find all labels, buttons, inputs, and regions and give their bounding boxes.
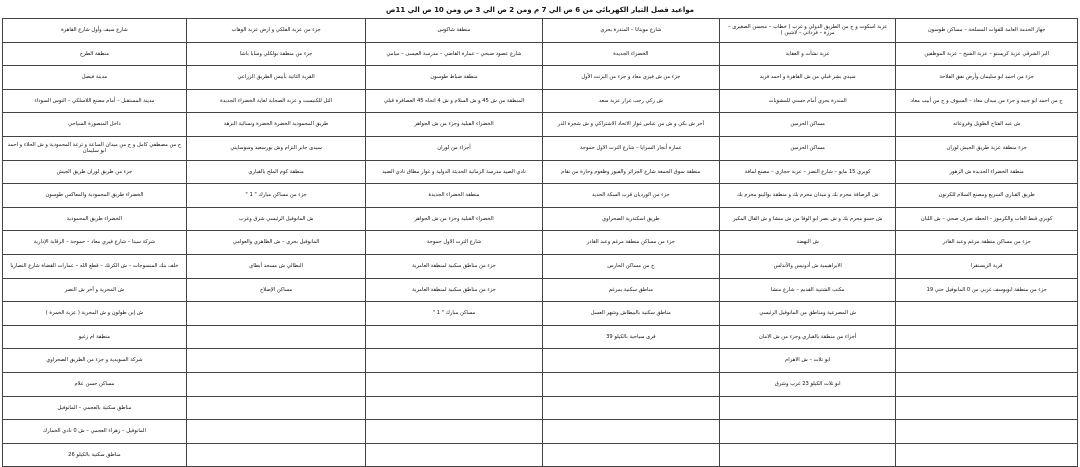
table-cell: سيدي بشر قبلي من ش القاهرة و احمد فريد xyxy=(720,66,896,90)
table-row xyxy=(3,136,1078,160)
table-cell: مناطق سكنية بمرغم xyxy=(542,278,719,302)
table-cell: التل للكنيست و عزبة الصحابة لغاية الخضراء الجديدة xyxy=(186,89,366,113)
table-cell: الخضراء طريق المحمودية والمعاكس طوسون xyxy=(3,184,187,208)
table-cell xyxy=(720,396,896,420)
table-cell: جزء من ش فيري معاد و جزء من البرنت الأول xyxy=(542,66,719,90)
table-cell: طريق المحمودية الخضرة الخضرة ونسائية النزهة xyxy=(186,113,366,137)
table-cell: آخر ش بكي و ش من عباس غوار الاتحاد الاشتراكي و ش شجرة الدر xyxy=(542,113,719,137)
table-cell: سيدى جابر النزام وش بورسعيد وسوسايتي xyxy=(186,136,366,160)
table-cell: المنطقة من ش 45 و ش السلام و ش 4 اتجاه 45 العصافرة قبلي xyxy=(366,89,542,113)
table-cell xyxy=(366,372,542,396)
table-cell: جزء من عزبة الفلكي و ارض عزبة الوهاب xyxy=(186,19,366,43)
table-cell xyxy=(366,325,542,349)
table-cell: شركة سيتا – شارع فيري معاد – حموجة – الرقابة الإدارية xyxy=(3,231,187,255)
table-cell xyxy=(896,420,1078,444)
table-row xyxy=(3,160,1078,184)
table-cell: ج من مصطفي كامل و ج من ميدان الساعة و ترعة المحمودية و ش الحلاء و احمد ابو سليمان xyxy=(3,136,187,160)
table-cell: مدينة فيصل xyxy=(3,66,187,90)
table-cell: جهاز الخدمة العامة للقوات المسلحة – مساكن طوسون xyxy=(896,19,1078,43)
table-cell xyxy=(896,396,1078,420)
table-cell: منطقة الطرح xyxy=(3,42,187,66)
table-cell: شارع سيف وأول شارع القاهرة xyxy=(3,19,187,43)
table-cell: شارع الترت الاول حموجة xyxy=(366,231,542,255)
table-cell: القرية الثانية بأبيس الطريق الزراعي xyxy=(186,66,366,90)
table-cell: جزء من طريق لوران طريق الجيش xyxy=(3,160,187,184)
table-cell: جزء منطقة عزبة طريق الجيش لوران xyxy=(896,136,1078,160)
table-cell: عمارة أنجار السرايا – شارع الترت الاول حموجة xyxy=(542,136,719,160)
table-cell: عزبة اسكوت و ج من الطريق الدولي و غرب ( خطاب – محسن الصغيرى – مرزة – فرداني – لاشين ) xyxy=(720,19,896,43)
table-cell: منطقة ضباط طوسون xyxy=(366,66,542,90)
table-cell xyxy=(542,420,719,444)
page-title: مواعيد فصل التيار الكهربائي من 6 ص الي 7 م ومن 2 ص الي 3 ص ومن 10 ص الي 11ص xyxy=(386,6,694,14)
table-cell xyxy=(186,325,366,349)
table-cell: جزء من مساكن منطقة مرغم وعبد القادر xyxy=(896,231,1078,255)
table-cell xyxy=(896,372,1078,396)
table-cell: عزبة نشأت و العقاية xyxy=(720,42,896,66)
table-row xyxy=(3,302,1078,326)
table-cell: ش الرصافة محرم بك و ميدان محرم بك و منطقة بوالينو محرم بك xyxy=(720,184,896,208)
table-cell: ش حسو محرم بك و ش نصر ابو الوفا من ش منشا و ش القال المكير xyxy=(720,207,896,231)
table-cell: طريق القباري السريع ومصنع السلام للكرتون xyxy=(896,184,1078,208)
table-row xyxy=(3,42,1078,66)
table-row xyxy=(3,254,1078,278)
table-cell: قرية الريسنقرا xyxy=(896,254,1078,278)
table-row xyxy=(3,372,1078,396)
table-row xyxy=(3,420,1078,444)
table-cell: مساكن مبارك " 1 " xyxy=(366,302,542,326)
table-cell: جزء من مساكن مبارك " 1 " xyxy=(186,184,366,208)
table-cell xyxy=(366,420,542,444)
table-cell xyxy=(720,420,896,444)
table-cell: الخضراء طريق المحمودية xyxy=(3,207,187,231)
table-cell: ش النهضة xyxy=(720,231,896,255)
table-cell: منطقة ام زغيو xyxy=(3,325,187,349)
table-cell: ش المصرعية ومناطق من المانوفيل الرئيسي xyxy=(720,302,896,326)
table-cell: ابو تلات – ش الاهرام xyxy=(720,349,896,373)
table-cell xyxy=(896,325,1078,349)
table-cell: مناطق سكنية بالعجمي – المانوفيل xyxy=(3,396,187,420)
table-row xyxy=(3,113,1078,137)
table-row xyxy=(3,325,1078,349)
table-cell: منطقة شاكوس xyxy=(366,19,542,43)
table-cell: ش زكي رجب غرار عزبة سعد xyxy=(542,89,719,113)
table-cell xyxy=(186,443,366,467)
table-cell: مناطق سكنية بالكيلو 26 xyxy=(3,443,187,467)
table-cell: المانوفيل بحري – ش الظاهري والعوامي xyxy=(186,231,366,255)
table-cell: شارع مويناتا – المندرة بحري xyxy=(542,19,719,43)
table-cell: كوبري قبط العاب والكرموز – الحطة صرف صحي – ش اللبان xyxy=(896,207,1078,231)
table-cell: أجزاء من لوران xyxy=(366,136,542,160)
table-cell: الابراهيمية ش أدونيس والأندلس xyxy=(720,254,896,278)
table-cell xyxy=(896,349,1078,373)
table-cell: منطقة كوم الملح بالقباري xyxy=(186,160,366,184)
table-cell: الخضراء القبلية وجزء من ش الجواهر xyxy=(366,207,542,231)
table-cell: نادي الصيد مدرسة الزمانية الحديثة الدولية و غوار مطاق نادي الصيد xyxy=(366,160,542,184)
table-cell: شارع عصود صبحي – عمارة القاضي – مدرسة العيسى – ميامي xyxy=(366,42,542,66)
table-cell: جزء من منطقة بولكلي وسابا باشا xyxy=(186,42,366,66)
schedule-table xyxy=(2,18,1078,467)
table-cell: أجزاء من منطقة بالقباري وجزء من ش الامان xyxy=(720,325,896,349)
table-cell: مساكن حسن علام xyxy=(3,372,187,396)
table-cell: البطالي ش مسجد أبطاي xyxy=(186,254,366,278)
table-cell: المانوفيل – زهراء العجمي – ش 0 نادي الخمارك xyxy=(3,420,187,444)
table-cell: شركة السويدية و جزء من الطريق الصحراوي xyxy=(3,349,187,373)
table-cell xyxy=(542,396,719,420)
schedule-body xyxy=(3,19,1078,467)
table-cell: جزء من مساكن منطقة مرغم وعبد القادر xyxy=(542,231,719,255)
table-cell: خلف بنك المنسوجات – ش الكرنك – قطع الله – عمارات القضاة شارع النصاريا xyxy=(3,254,187,278)
table-cell xyxy=(542,443,719,467)
table-cell: ج من مساكن الحارس xyxy=(542,254,719,278)
table-cell: مكتب الشتبية القديم – شارع منشا xyxy=(720,278,896,302)
table-row xyxy=(3,207,1078,231)
table-cell xyxy=(896,443,1078,467)
table-cell: منطقة الخضراء الجديدة xyxy=(366,184,542,208)
table-cell: ش المحرية و آخر ش النصر xyxy=(3,278,187,302)
table-cell xyxy=(186,372,366,396)
table-cell: الخضراء القبلية وجزء من ش الجواهر xyxy=(366,113,542,137)
table-cell: جزء من الورديان قرب السكة الحديد xyxy=(542,184,719,208)
table-row xyxy=(3,349,1078,373)
table-cell xyxy=(366,396,542,420)
table-cell: البر الشرقي عزبة كريستو – عزبة الشيخ – عزبة الموظفين xyxy=(896,42,1078,66)
table-cell xyxy=(186,349,366,373)
table-cell: مساكن الإصلاح xyxy=(186,278,366,302)
table-cell: ش عبد الفتاح الطويل وفروعاته xyxy=(896,113,1078,137)
table-cell xyxy=(720,443,896,467)
table-row xyxy=(3,19,1078,43)
table-cell: ش المانوفيل الرئيسي شرق وغرب xyxy=(186,207,366,231)
table-row xyxy=(3,443,1078,467)
table-cell: جزء من احمد ابو سليمان وأرض نفق الفلاحة xyxy=(896,66,1078,90)
table-row xyxy=(3,231,1078,255)
table-cell xyxy=(186,420,366,444)
table-row xyxy=(3,184,1078,208)
table-cell: جزء من مناطق سكنية لمنطقة العامرية xyxy=(366,278,542,302)
table-cell: قرى سياحية بالكيلو 39 xyxy=(542,325,719,349)
table-cell xyxy=(366,349,542,373)
table-cell: المندرة بحري أمام حسني للمشويات xyxy=(720,89,896,113)
table-cell xyxy=(896,302,1078,326)
table-cell: مساكن الحرمين xyxy=(720,136,896,160)
table-cell: داخل المنصورة السياحي xyxy=(3,113,187,137)
table-cell: كوبري 15 مايو – شارع النصر – عزبة حجازي – مصنع لمافة xyxy=(720,160,896,184)
table-cell xyxy=(542,372,719,396)
table-cell: جزء من مناطق سكنية لمنطقة العامرية xyxy=(366,254,542,278)
table-row xyxy=(3,89,1078,113)
table-cell: الخضراء الجديدة xyxy=(542,42,719,66)
table-cell: منطقة الخضراء الجديدة ش الزهور xyxy=(896,160,1078,184)
table-cell xyxy=(542,349,719,373)
table-row xyxy=(3,278,1078,302)
table-cell xyxy=(186,302,366,326)
table-row xyxy=(3,66,1078,90)
table-cell: مساكن الحرمين xyxy=(720,113,896,137)
table-row xyxy=(3,396,1078,420)
table-cell: طريق اسكندرية الصحراوي xyxy=(542,207,719,231)
table-cell xyxy=(366,443,542,467)
table-cell: مناطق سكنية بالبيطاش وشهر العسل xyxy=(542,302,719,326)
table-cell: ج من احمد ابو جبيه و جزء من ميدان معاذ – السيوف و ج من أبيب معاد xyxy=(896,89,1078,113)
table-cell: مدينة المستقبل – أمام مصنع اللاسلكي – التوس السوداء xyxy=(3,89,187,113)
table-cell xyxy=(186,396,366,420)
table-cell: جزء من منطقة ابويوسف غربي من 0 المانوفيل حتي 19 xyxy=(896,278,1078,302)
table-cell: ابو تلات الكيلو 23 غرب وشرق xyxy=(720,372,896,396)
table-cell: منطقة سوق الجمعة شارع الجزائر والفيوز وظعوم وحارة من نقام xyxy=(542,160,719,184)
table-cell: ش إبن طولون و ش المحرية ( عزبة الخمرة ) xyxy=(3,302,187,326)
